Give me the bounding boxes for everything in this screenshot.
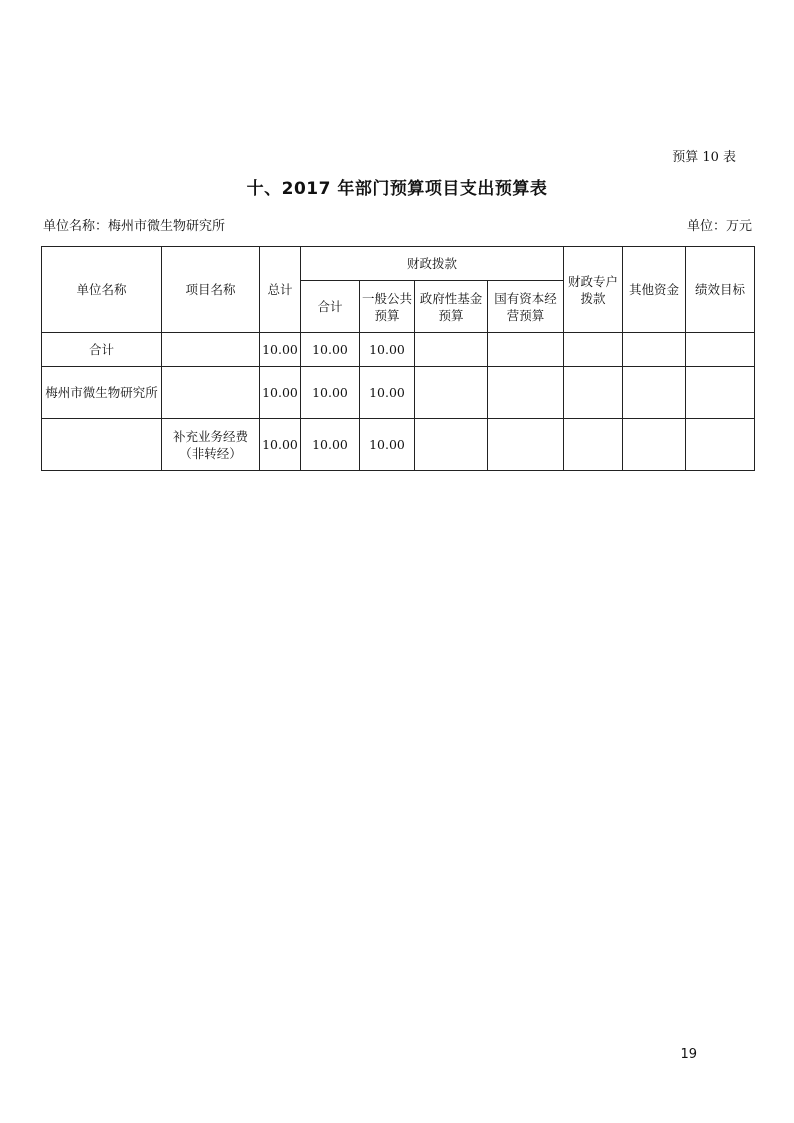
cell-state-capital [488,367,564,419]
cell-general: 10.00 [360,367,415,419]
cell-total: 10.00 [260,419,301,471]
cell-unit [42,419,162,471]
header-gov-fund-budget: 政府性基金预算 [415,281,488,333]
header-general-public-budget: 一般公共预算 [360,281,415,333]
header-total: 总计 [260,247,301,333]
cell-unit: 合计 [42,333,162,367]
cell-performance [686,419,755,471]
cell-total: 10.00 [260,333,301,367]
header-other-funds: 其他资金 [623,247,686,333]
unit-name-label: 单位名称：梅州市微生物研究所 [43,219,226,234]
cell-special [564,367,623,419]
cell-other [623,367,686,419]
header-fiscal-subtotal: 合计 [301,281,360,333]
cell-subtotal: 10.00 [301,367,360,419]
cell-other [623,419,686,471]
table-row [42,333,755,367]
cell-project [162,367,260,419]
cell-other [623,333,686,367]
cell-gov-fund [415,419,488,471]
cell-performance [686,333,755,367]
cell-unit: 梅州市微生物研究所 [42,367,162,419]
cell-total: 10.00 [260,367,301,419]
header-project-name: 项目名称 [162,247,260,333]
cell-gov-fund [415,367,488,419]
cell-project: 补充业务经费（非转经） [162,419,260,471]
cell-subtotal: 10.00 [301,419,360,471]
header-unit-name: 单位名称 [42,247,162,333]
cell-state-capital [488,333,564,367]
cell-state-capital [488,419,564,471]
header-special-account: 财政专户拨款 [564,247,623,333]
header-state-capital-budget: 国有资本经营预算 [488,281,564,333]
budget-table [41,246,755,471]
cell-subtotal: 10.00 [301,333,360,367]
table-row [42,367,755,419]
cell-performance [686,367,755,419]
cell-gov-fund [415,333,488,367]
cell-general: 10.00 [360,333,415,367]
cell-project [162,333,260,367]
cell-general: 10.00 [360,419,415,471]
cell-special [564,333,623,367]
page-number: 19 [680,1047,697,1062]
header-performance-goal: 绩效目标 [686,247,755,333]
table-row [42,419,755,471]
cell-special [564,419,623,471]
page-title: 十、2017 年部门预算项目支出预算表 [246,179,548,199]
currency-unit-label: 单位：万元 [686,219,752,234]
table-number: 预算 10 表 [672,150,736,165]
header-fiscal-appropriation: 财政拨款 [301,247,564,281]
